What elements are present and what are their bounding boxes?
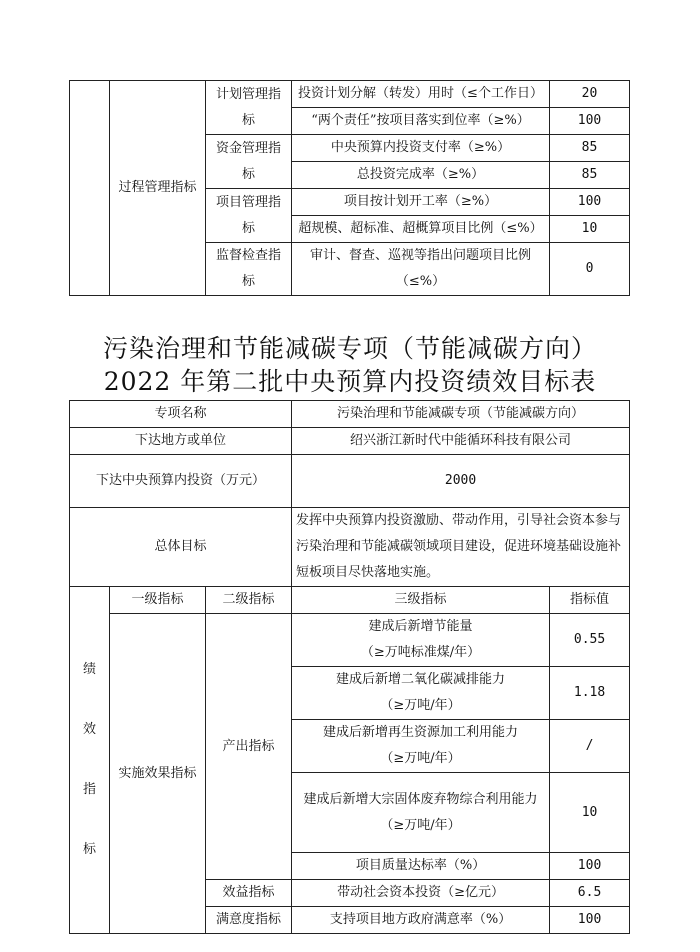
indicator-cell: 总投资完成率（≥%）: [292, 162, 550, 189]
value-cell: 6.5: [550, 880, 630, 907]
value-cell: 10: [550, 773, 630, 853]
indicator-cell: 建成后新增再生资源加工利用能力 （≥万吨/年）: [292, 720, 550, 773]
level2-cell: 监督检查指标: [206, 243, 292, 296]
value-cell: 10: [550, 216, 630, 243]
indicator-cell: 投资计划分解（转发）用时（≤个工作日）: [292, 81, 550, 108]
indicator-cell: 带动社会资本投资（≥亿元）: [292, 880, 550, 907]
indicator-cell: 中央预算内投资支付率（≥%）: [292, 135, 550, 162]
benefit-indicator-cell: 效益指标: [206, 880, 292, 907]
indicator-cell: 建成后新增大宗固体废弃物综合利用能力 （≥万吨/年）: [292, 773, 550, 853]
level2-cell: 资金管理指标: [206, 135, 292, 189]
value-cell: 0: [550, 243, 630, 296]
level2-cell: 项目管理指标: [206, 189, 292, 243]
project-name-label: 专项名称: [70, 401, 292, 428]
value-cell: 1.18: [550, 667, 630, 720]
level1-effect-cell: 实施效果指标: [110, 614, 206, 934]
unit-value: 绍兴浙江新时代中能循环科技有限公司: [292, 428, 630, 455]
indicator-cell: 建成后新增节能量 （≥万吨标准煤/年）: [292, 614, 550, 667]
indicator-cell: 支持项目地方政府满意率（%）: [292, 907, 550, 934]
budget-label: 下达中央预算内投资（万元）: [70, 455, 292, 508]
overall-goal-value: 发挥中央预算内投资激励、带动作用，引导社会资本参与污染治理和节能减碳领域项目建设，促进环境基础设施补短板项目尽快落地实施。: [292, 508, 630, 587]
header-level3: 三级指标: [292, 587, 550, 614]
indicator-cell: 审计、督查、巡视等指出问题项目比例（≤%）: [292, 243, 550, 296]
indicator-cell: 超规模、超标准、超概算项目比例（≤%）: [292, 216, 550, 243]
value-cell: 0.55: [550, 614, 630, 667]
overall-goal-label: 总体目标: [70, 508, 292, 587]
project-name-value: 污染治理和节能减碳专项（节能减碳方向）: [292, 401, 630, 428]
value-cell: 100: [550, 907, 630, 934]
process-indicator-table: [69, 80, 630, 296]
value-cell: /: [550, 720, 630, 773]
value-cell: 85: [550, 162, 630, 189]
level2-cell: 计划管理指标: [206, 81, 292, 135]
level1-cell: 过程管理指标: [110, 81, 206, 296]
indicator-cell: “两个责任”按项目落实到位率（≥%）: [292, 108, 550, 135]
unit-label: 下达地方或单位: [70, 428, 292, 455]
page-title-line-2: 2022 年第二批中央预算内投资绩效目标表: [103, 367, 597, 396]
header-value: 指标值: [550, 587, 630, 614]
page-title-line-1: 污染治理和节能减碳专项（节能减碳方向）: [102, 334, 597, 363]
blank-side-cell: [70, 81, 110, 296]
header-level2: 二级指标: [206, 587, 292, 614]
output-indicator-cell: 产出指标: [206, 614, 292, 880]
performance-side-label: 绩 效 指 标: [70, 587, 110, 934]
value-cell: 85: [550, 135, 630, 162]
performance-target-table: [69, 400, 630, 934]
indicator-cell: 项目质量达标率（%）: [292, 853, 550, 880]
value-cell: 100: [550, 108, 630, 135]
satisfaction-indicator-cell: 满意度指标: [206, 907, 292, 934]
indicator-cell: 建成后新增二氧化碳减排能力 （≥万吨/年）: [292, 667, 550, 720]
value-cell: 20: [550, 81, 630, 108]
value-cell: 100: [550, 189, 630, 216]
value-cell: 100: [550, 853, 630, 880]
budget-value: 2000: [292, 455, 630, 508]
indicator-cell: 项目按计划开工率（≥%）: [292, 189, 550, 216]
header-level1: 一级指标: [110, 587, 206, 614]
